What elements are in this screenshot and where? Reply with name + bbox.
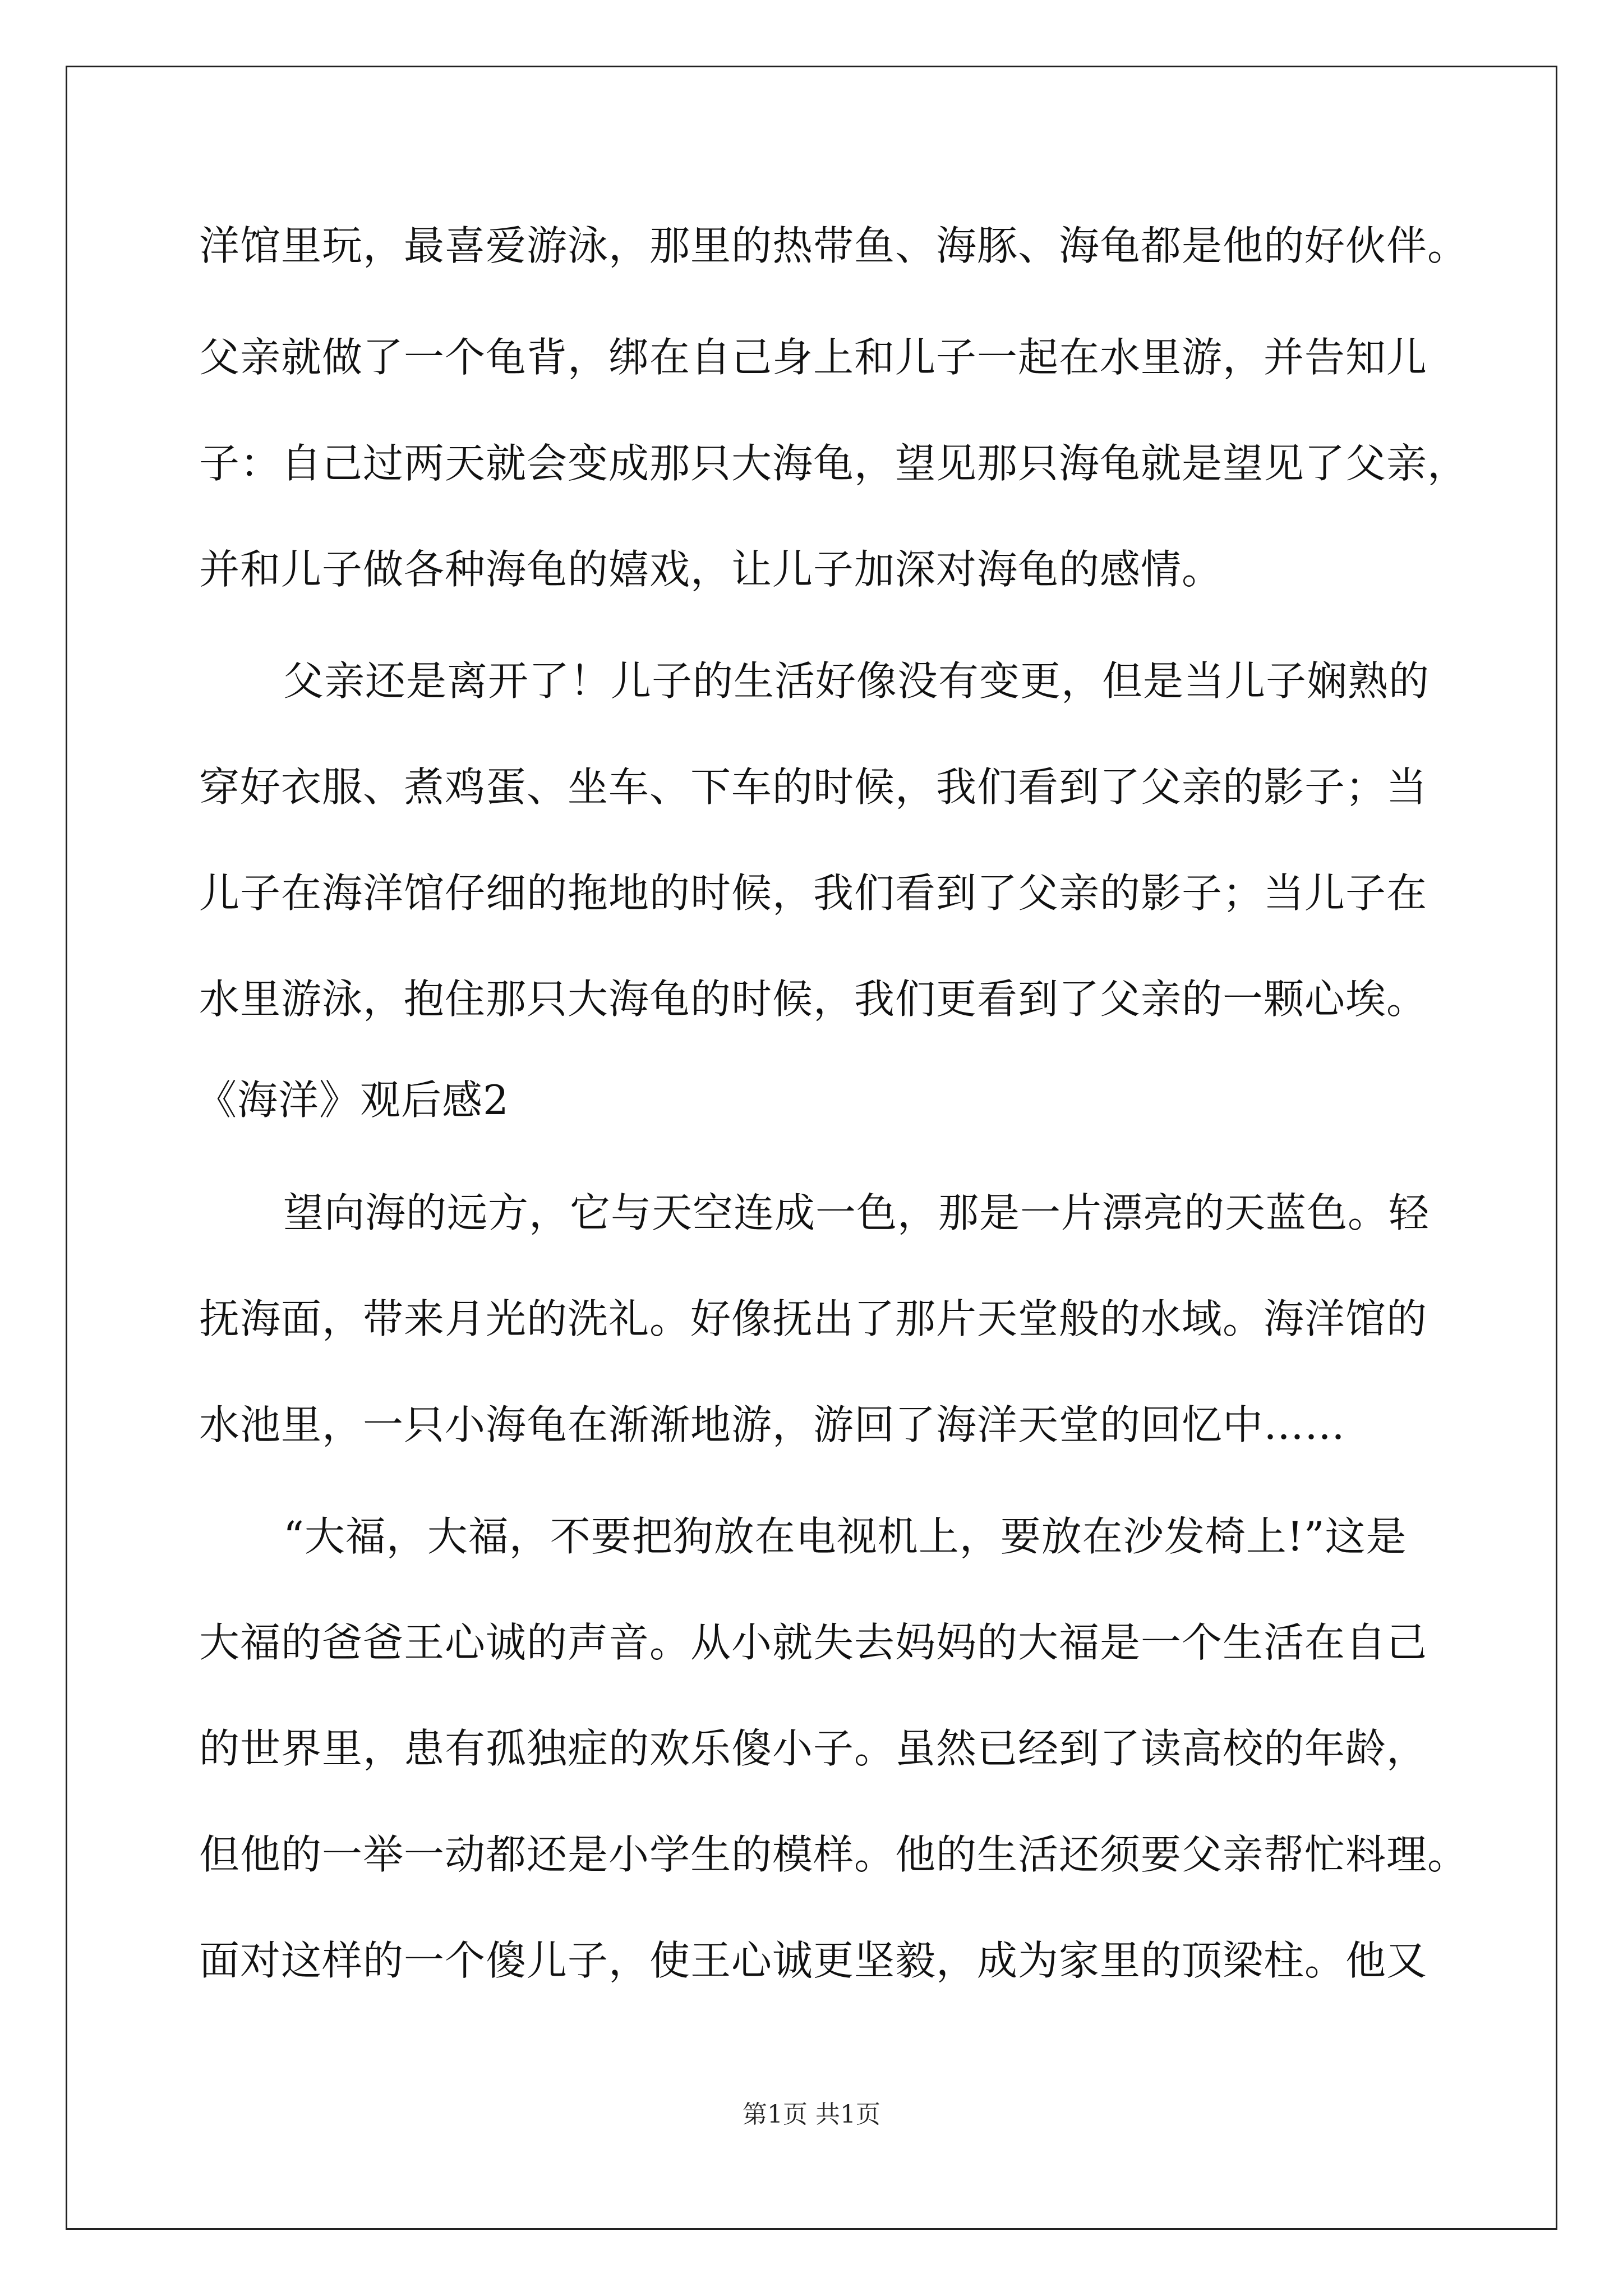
section-heading: 《海洋》观后感2 bbox=[196, 1076, 509, 1124]
page-border bbox=[66, 66, 1557, 2230]
body-line: 儿子在海洋馆仔细的拖地的时候，我们看到了父亲的影子；当儿子在 bbox=[199, 869, 1428, 917]
body-line: 大福的爸爸王心诚的声音。从小就失去妈妈的大福是一个生活在自己 bbox=[199, 1619, 1428, 1666]
body-line: 水池里，一只小海龟在渐渐地游，游回了海洋天堂的回忆中…… bbox=[199, 1401, 1346, 1448]
body-line: 水里游泳，抱住那只大海龟的时候，我们更看到了父亲的一颗心埃。 bbox=[199, 976, 1428, 1023]
body-line: 子：自己过两天就会变成那只大海龟，望见那只海龟就是望见了父亲， bbox=[199, 440, 1469, 487]
body-line: 抚海面，带来月光的洗礼。好像抚出了那片天堂般的水域。海洋馆的 bbox=[199, 1295, 1428, 1342]
body-line: 面对这样的一个傻儿子，使王心诚更坚毅，成为家里的顶梁柱。他又 bbox=[199, 1937, 1428, 1984]
paragraph-first-line: 父亲还是离开了！儿子的生活好像没有变更，但是当儿子娴熟的 bbox=[283, 657, 1430, 705]
body-line: 洋馆里玩，最喜爱游泳，那里的热带鱼、海豚、海龟都是他的好伙伴。 bbox=[199, 222, 1469, 269]
body-line: 父亲就做了一个龟背，绑在自己身上和儿子一起在水里游，并告知儿 bbox=[199, 334, 1428, 381]
paragraph-first-line: 望向海的远方，它与天空连成一色，那是一片漂亮的天蓝色。轻 bbox=[283, 1189, 1430, 1236]
body-line: 并和儿子做各种海龟的嬉戏，让儿子加深对海龟的感情。 bbox=[199, 546, 1223, 593]
paragraph-first-line: “大福，大福，不要把狗放在电视机上，要放在沙发椅上!”这是 bbox=[283, 1513, 1407, 1560]
body-line: 穿好衣服、煮鸡蛋、坐车、下车的时候，我们看到了父亲的影子；当 bbox=[199, 763, 1428, 811]
page-number-footer: 第1页 共1页 bbox=[743, 2100, 880, 2129]
body-line: 但他的一举一动都还是小学生的模样。他的生活还须要父亲帮忙料理。 bbox=[199, 1831, 1469, 1878]
body-line: 的世界里，患有孤独症的欢乐傻小子。虽然已经到了读高校的年龄， bbox=[199, 1725, 1428, 1772]
